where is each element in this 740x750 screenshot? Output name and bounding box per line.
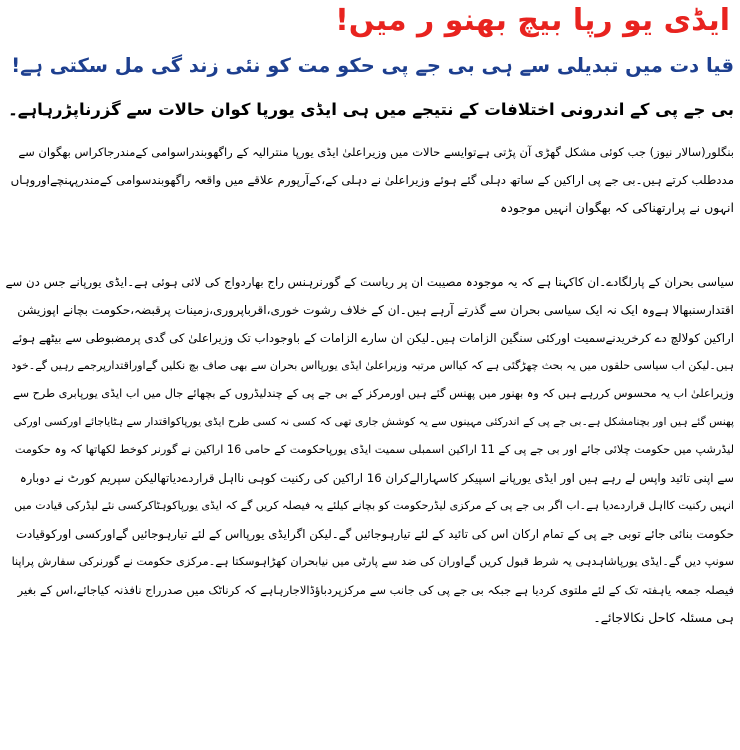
paragraph-line: سونپ دیں گے۔ایڈی یورپاشاہدہی یہ شرط قبول کریں گےاوران کی ضد سے پارٹی میں نیابحران کھڑاہوسکتا ہے۔مرکزی حکومت نے گورنرکی سفارش پراپنا [11,555,734,568]
paragraph-gap [6,222,734,268]
paragraph-line: وزیراعلیٰ اب یہ محسوس کررہے ہیں کہ وہ بھنور میں پھنس گئے ہیں اورمرکز کے بی جے پی کے چندلیڈروں کے بچھائے جال میں اب ایڈی یورپابری طرح سے [13,387,734,400]
paragraph-line: بنگلور(سالار نیوز) جب کوئی مشکل گھڑی آن پڑتی ہےتوایسے حالات میں وزیراعلیٰ ایڈی یورپا منترالیہ کے راگھوبندراسوامی کےمندرجاکراس بھگوان سے [18,145,734,159]
paragraph-line: انہیں رکنیت کااہل قراردےدیا ہے۔اب اگر بی جے پی کے مرکزی لیڈرحکومت کو بچانے کیلئے یہ فیصلہ کریں گے کہ ایڈی یورپاکوہٹاکرکسی نئے لیڈرکی قیادت میں [14,499,734,512]
paragraph-line: لیڈرشپ میں حکومت چلائی جائے اور بی جے پی کے 11 اراکین اسمبلی سمیت ایڈی یورپاحکومت کے حامی 16 اراکین نے گورنر کوخط لکھاتھا کہ وہ حکومت [14,443,734,456]
paragraph-line: اراکین کولالچ دے کرخریدنےسمیت اورکئی سنگین الزامات ہیں۔لیکن ان سارے الزامات کے باوجوداب تک وزیراعلیٰ کی گدی پرمضبوطی سے بیٹھے ہوئے [11,331,734,345]
paragraph-line: حکومت بنائی جائے توبی جے پی کے تمام ارکان اس کی تائید کے لئے تیارہوجائیں گے۔لیکن اگرایڈی یورپااس کے لئے تیارہوجائیں گےاورکسی اورکوقیادت [15,527,734,541]
article-subheadline: بی جے پی کے اندرونی اختلافات کے نتیجے میں ہی ایڈی یورپا کوان حالات سے گزرناپڑرہاہے۔ [8,100,734,119]
paragraph-line: مددطلب کرتے ہیں۔بی جے پی اراکین کے ساتھ دہلی گئے ہوئے وزیراعلیٰ نے دہلی کے،کےآرپورم علاقے میں واقعہ راگھوبندسوامی کےمندرپہنچےاوروہاں [10,173,734,187]
paragraph-line: اقتدارسنبھالا ہےوہ ایک نہ ایک سیاسی بحران سے گذرتے آرہے ہیں۔ان کے خلاف رشوت خوری،اقرباپروری،زمینات پرقبضہ،حکومت بچانے اپوزیشن [17,303,734,317]
article-paragraph-1 [6,138,734,222]
article-kicker: ایڈی یو رپا بیچ بھنو ر میں! [335,3,730,38]
paragraph-line: سے اپنی تائید واپس لے رہے ہیں اور ایڈی یورپانے اسپیکر کاسہارالےکران 16 اراکین کی رکنیت کوہی نااہل قراردےدیاتھالیکن سپریم کورٹ نے دوبارہ [19,471,734,485]
paragraph-line: فیصلہ جمعہ یاہفتہ تک کے لئے ملتوی کردیا ہے جبکہ بی جے پی کی جانب سے مرکزپردباؤڈالاجارہاہے کہ کرناٹک میں صدرراج نافذنہ کیاجائے،اس کے بغیر [17,583,734,597]
paragraph-line: انہوں نے پرارتھناکی کہ بھگوان انہیں موجودہ [500,200,734,215]
paragraph-line: سیاسی بحران کے پارلگادے۔ان کاکہنا ہے کہ یہ موجودہ مصیبت ان پر ریاست کے گورنرہنس راج بھاردواج کی لائی ہوئی ہے۔ایڈی یورپانے جس دن سے [6,275,734,289]
article-paragraph-2 [6,268,734,632]
article-headline: قیا دت میں تبدیلی سے ہی بی جے پی حکو مت کو نئی زند گی مل سکتی ہے! [11,54,734,77]
paragraph-line: پھنس گئے ہیں اور بچنامشکل ہے۔بی جے پی کے اندرکئی مہینوں سے یہ کوشش جاری تھی کہ کسی نہ کسی طرح ایڈی یورپاکواقتدار سے ہٹایاجائے اورکسی اورکی [13,415,734,428]
paragraph-line: ہی مسئلہ کاحل نکالاجائے۔ [593,610,734,625]
paragraph-line: ہیں۔لیکن اب سیاسی حلقوں میں یہ بحث چھڑگئی ہے کہ کیااس مرتبہ وزیراعلیٰ ایڈی یورپااس بحران سے بھی صاف بچ نکلیں گےاوراقتدارپرجمے رہیں گے۔خود [11,359,734,372]
